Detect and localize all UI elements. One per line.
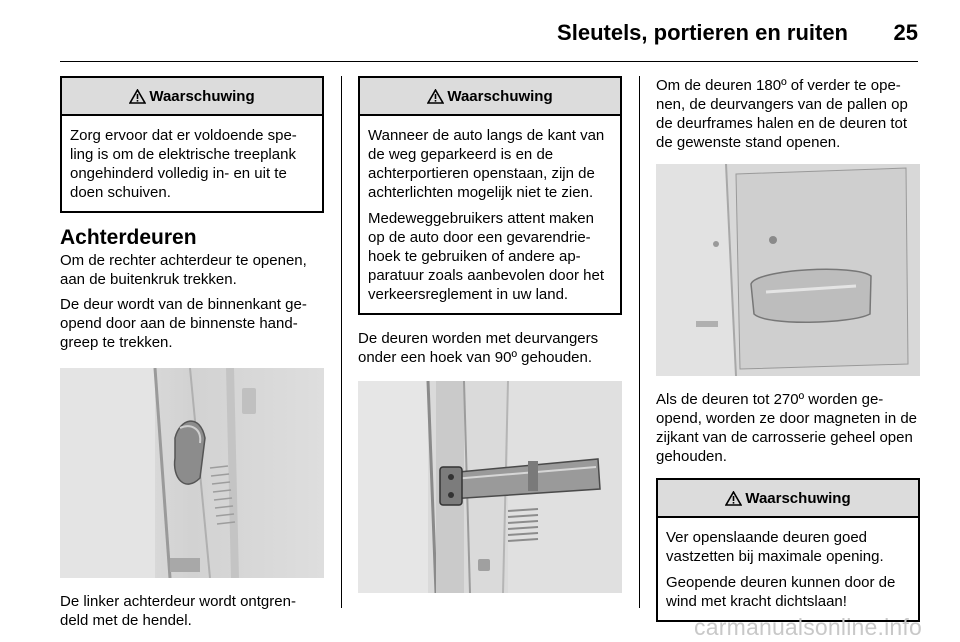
- page-number: 25: [893, 20, 918, 45]
- warning-body: [658, 518, 918, 620]
- photo-door-lever: [60, 368, 324, 578]
- warning-triangle-icon: [427, 89, 444, 104]
- warning-triangle-icon: [725, 491, 742, 506]
- section-heading: Achterdeuren: [60, 226, 197, 249]
- page-header: [60, 18, 918, 62]
- warning-header: [360, 78, 620, 116]
- warning-text: Ver openslaande deuren goed vastzetten bij maximale opening.: [666, 529, 884, 565]
- warning-title: Waarschuwing: [447, 87, 553, 105]
- warning-text: Zorg ervoor dat er voldoende spe-ling is om de elektrische treeplank ongehinderd volledig in- en uit te doen schuiven.: [70, 127, 297, 201]
- warning-box: [358, 76, 622, 315]
- warning-box: [656, 478, 920, 622]
- warning-box: [60, 76, 324, 213]
- paragraph: Om de rechter achterdeur te openen, aan de buitenkruk trekken.: [60, 252, 307, 288]
- paragraph: Om de deuren 180º of verder te ope-nen, de deurvangers van de pallen op de deurframes halen en de deuren tot de gewenste stand openen.: [656, 77, 908, 151]
- photo-door-inner-panel: [656, 164, 920, 376]
- warning-triangle-icon: [129, 89, 146, 104]
- warning-header: [62, 78, 322, 116]
- column-divider: [639, 76, 640, 608]
- warning-body: [62, 116, 322, 211]
- warning-title: Waarschuwing: [149, 87, 255, 105]
- warning-body: [360, 116, 620, 313]
- column-divider: [341, 76, 342, 608]
- warning-title: Waarschuwing: [745, 489, 851, 507]
- paragraph: De deur wordt van de binnenkant ge-opend door aan de binnenste hand-greep te trekken.: [60, 296, 307, 351]
- warning-header: [658, 480, 918, 518]
- paragraph: Als de deuren tot 270º worden ge-opend, worden ze door magneten in de zijkant van de carrosserie geheel open gehouden.: [656, 391, 918, 465]
- watermark: carmanualsonline.info: [694, 614, 922, 640]
- page-title: Sleutels, portieren en ruiten: [557, 20, 848, 45]
- column-left: [60, 76, 324, 630]
- warning-text: Medeweggebruikers attent maken op de auto door een gevarendrie-hoek te gebruiken of andere ap-paratuur zoals aanbevolen door het verkeersreglement in uw land.: [368, 210, 605, 303]
- column-right: [656, 76, 920, 622]
- warning-text: Wanneer de auto langs de kant van de weg geparkeerd is en de achterportieren openstaan, zijn de achterlichten mogelijk niet te zien.: [368, 127, 605, 201]
- photo-caption: De linker achterdeur wordt ontgren-deld met de hendel.: [60, 593, 296, 629]
- warning-text: Geopende deuren kunnen door de wind met kracht dichtslaan!: [666, 574, 896, 610]
- column-middle: [358, 76, 622, 593]
- photo-door-check-strap: [358, 381, 622, 593]
- paragraph: De deuren worden met deurvangers onder een hoek van 90º gehouden.: [358, 330, 599, 366]
